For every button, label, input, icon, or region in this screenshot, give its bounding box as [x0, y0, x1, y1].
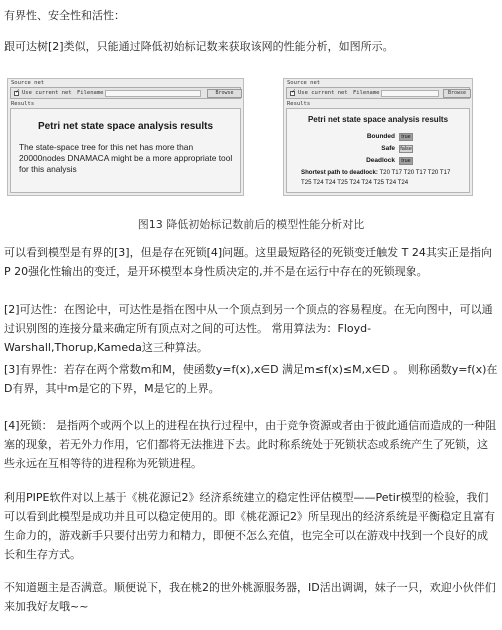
paragraph-deadlock-note: 可以看到模型是有界的[3]，但是存在死锁[4]问题。这里最短路径的死锁变迁触发 T 24其实正是指向 P 20强化性输出的变迁，是开环模型本身性质决定的,并不是在运行中存在的死锁现象。 [4, 246, 492, 278]
safe-label: Safe [381, 145, 395, 152]
checkmark-icon: ✓ [15, 88, 21, 95]
paragraph-boundedness: [3]有界性：若存在两个常数m和M，使函数y=f(x),x∈D 满足m≤f(x)≤M,x∈D 。 则称函数y=f(x)在D有界，其中m是它的下界，M是它的上界。 [4, 363, 498, 395]
paragraph-conclusion: 利用PIPE软件对以上基于《桃花源记2》经济系统建立的稳定性评估模型——Petir模型的检验，我们可以看到此模型是成功并且可以稳定使用的。即《桃花源记2》所呈现出的经济系统是平衡稳定且富有生命力的，游戏新手只要付出劳力和精力，即便不怎么充值，也完全可以在游戏中找到一个良好的成长和生存方式。 [4, 491, 495, 561]
use-current-net-label: Use current net [298, 90, 348, 96]
results-area [10, 108, 241, 193]
intro-line-2: 跟可达树[2]类似，只能通过降低初始标记数来获取该网的性能分析，如图所示。 [4, 40, 394, 53]
shortest-path-values-2: T25 T24 T24 T25 T24 T24 T25 T24 T24 [301, 179, 409, 186]
source-net-label: Source net [287, 80, 321, 86]
deadlock-label: Deadlock [366, 157, 395, 164]
shortest-path-values-1: T20 T17 T20 T17 T20 T17 [379, 169, 451, 176]
results-title: Petri net state space analysis results [307, 115, 449, 124]
use-current-net-label: Use current net [22, 90, 72, 96]
shortest-path-label: Shortest path to deadlock: [301, 169, 378, 176]
paragraph-deadlock-definition: [4]死锁： 是指两个或两个以上的进程在执行过程中，由于竞争资源或者由于彼此通信而造成的一种阻塞的现象，若无外力作用，它们都将无法推进下去。此时称系统处于死锁状态或系统产生了死锁，这些永远在互相等待的进程称为死锁进程。 [4, 419, 497, 470]
shortest-path-line-1 [301, 169, 465, 177]
figure-caption: 图13 降低初始标记数前后的模型性能分析对比 [137, 218, 365, 231]
filename-label: Filename [77, 90, 104, 96]
bounded-value: true [399, 133, 413, 141]
analysis-figure [0, 74, 502, 231]
results-message: The state-space tree for this net has more than 20000nodes DNAMACA might be a more appropriate tool for this analysis [19, 142, 233, 174]
filename-label: Filename [353, 90, 380, 96]
browse-button[interactable]: Browse [207, 89, 242, 98]
use-current-net-checkbox[interactable] [14, 88, 21, 96]
deadlock-value: true [399, 157, 413, 165]
results-area [286, 108, 470, 193]
filename-input[interactable] [105, 90, 201, 97]
results-label: Results [287, 101, 311, 107]
intro-line-1: 有界性、安全性和活性： [4, 9, 125, 22]
source-net-label: Source net [11, 80, 45, 86]
use-current-net-checkbox[interactable] [290, 88, 297, 96]
right-analysis-panel [283, 78, 473, 196]
checkmark-icon: ✓ [291, 88, 297, 95]
paragraph-reachability: [2]可达性：在图论中，可达性是指在图中从一个顶点到另一个顶点的容易程度。在无向图中，可以通过识别图的连接分量来确定所有顶点对之间的可达性。 常用算法为：Floyd-Warshall,Thorup,Kameda这三种算法。 [4, 303, 493, 354]
safe-value: false [400, 146, 412, 152]
bounded-label: Bounded [366, 133, 395, 140]
source-net-group [286, 87, 470, 99]
browse-button[interactable]: Browse [443, 89, 471, 98]
results-label: Results [11, 101, 35, 107]
results-title: Petri net state space analysis results [37, 121, 214, 132]
source-net-group [10, 87, 241, 99]
left-analysis-panel [7, 78, 244, 196]
paragraph-closing: 不知道题主是否满意。顺便说下，我在桃2的世外桃源服务器，ID活出调调，妹子一只，欢迎小伙伴们来加我好友哦~~ [4, 581, 496, 613]
filename-input[interactable] [381, 90, 439, 97]
